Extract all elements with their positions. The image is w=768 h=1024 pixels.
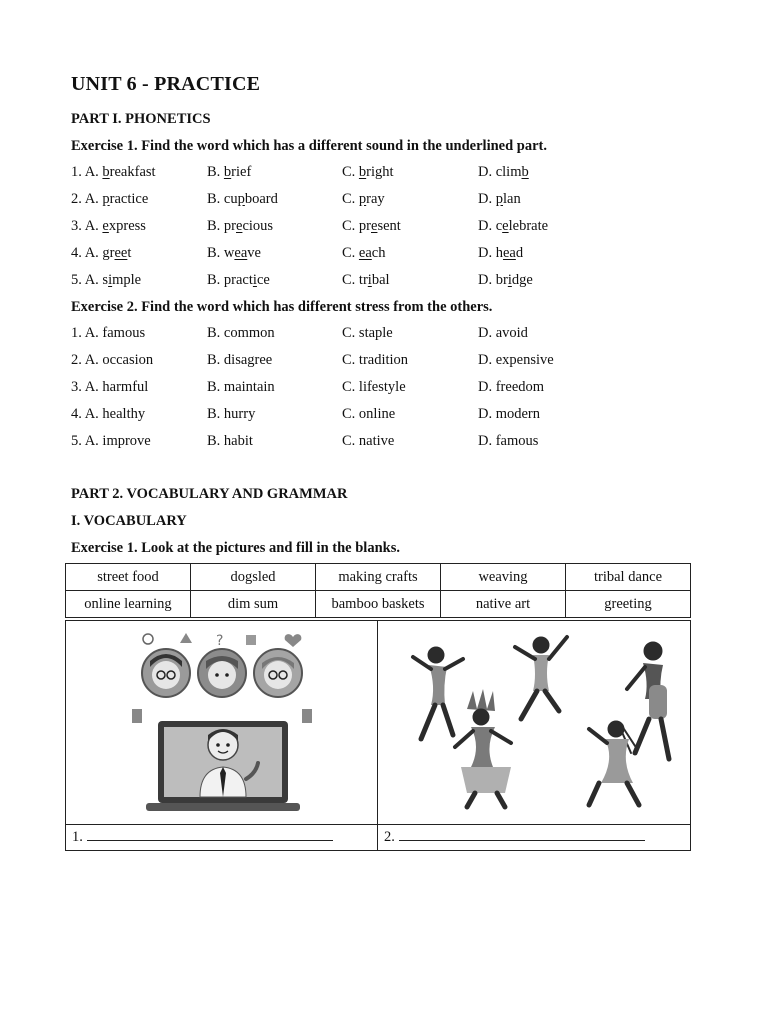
underlined-part: b <box>102 164 110 180</box>
picture-grid <box>65 620 691 851</box>
exercise2-row <box>71 352 691 372</box>
part2-heading: PART 2. VOCABULARY AND GRAMMAR <box>71 486 348 502</box>
answer-option[interactable]: D. expensive <box>478 352 554 368</box>
exercise1-row <box>71 245 691 265</box>
answer-option[interactable]: D. modern <box>478 406 541 422</box>
exercise2-heading: Exercise 2. Find the word which has different stress from the others. <box>71 299 493 315</box>
underlined-part: p <box>102 191 110 207</box>
answer-option[interactable]: B. practice <box>207 272 270 288</box>
answer-option[interactable]: C. native <box>342 433 395 449</box>
underlined-part: b <box>521 164 529 180</box>
underlined-part: e <box>502 218 509 234</box>
answer-option[interactable]: 2. A. practice <box>71 191 149 207</box>
answer-1-blank[interactable] <box>87 827 333 841</box>
answer-option[interactable]: D. celebrate <box>478 218 549 234</box>
answer-option[interactable]: C. online <box>342 406 396 422</box>
answer-1[interactable] <box>72 827 333 846</box>
underlined-part: e <box>102 218 109 234</box>
exercise2-row <box>71 379 691 399</box>
answer-option[interactable]: 3. A. express <box>71 218 146 234</box>
answer-option[interactable]: B. cupboard <box>207 191 278 207</box>
word-bank-table <box>65 563 691 618</box>
answer-1-number: 1. <box>72 829 83 845</box>
underlined-part: i <box>252 272 257 288</box>
answer-option[interactable]: 1. A. famous <box>71 325 146 341</box>
word-bank-cell: weaving <box>441 564 566 591</box>
tribal-dance-illustration <box>391 629 686 815</box>
answer-option[interactable]: D. famous <box>478 433 539 449</box>
answer-option[interactable]: 4. A. greet <box>71 245 132 261</box>
exercise1-row <box>71 164 691 184</box>
word-bank-cell: dogsled <box>191 564 316 591</box>
underlined-part: i <box>507 272 512 288</box>
word-bank-cell: making crafts <box>316 564 441 591</box>
exercise2-row <box>71 325 691 345</box>
underlined-part: b <box>223 164 232 180</box>
answer-option[interactable]: 2. A. occasion <box>71 352 154 368</box>
answer-option[interactable]: B. weave <box>207 245 261 261</box>
answer-option[interactable]: 5. A. simple <box>71 272 142 288</box>
underlined-part: p <box>237 191 245 207</box>
answer-option[interactable]: D. freedom <box>478 379 545 395</box>
answer-option[interactable]: D. head <box>478 245 524 261</box>
answer-option[interactable]: D. plan <box>478 191 521 207</box>
exercise2-row <box>71 406 691 426</box>
answer-option[interactable]: B. precious <box>207 218 274 234</box>
word-bank-cell: dim sum <box>191 591 316 618</box>
exercise1-heading: Exercise 1. Find the word which has a different sound in the underlined part. <box>71 138 547 154</box>
exercise1-row <box>71 191 691 211</box>
word-bank-cell: street food <box>66 564 191 591</box>
answer-option[interactable]: D. avoid <box>478 325 528 341</box>
answer-option[interactable]: 1. A. breakfast <box>71 164 156 180</box>
answer-option[interactable]: B. maintain <box>207 379 275 395</box>
word-bank-cell: greeting <box>566 591 691 618</box>
answer-option[interactable]: B. hurry <box>207 406 256 422</box>
underlined-part: e <box>371 218 378 234</box>
page-title: UNIT 6 - PRACTICE <box>71 73 261 95</box>
answer-option[interactable]: C. tribal <box>342 272 390 288</box>
word-bank-cell: tribal dance <box>566 564 691 591</box>
word-bank-cell: native art <box>441 591 566 618</box>
exercise1-row <box>71 218 691 238</box>
answer-option[interactable]: C. each <box>342 245 386 261</box>
answer-option[interactable]: 5. A. improve <box>71 433 151 449</box>
part1-heading: PART I. PHONETICS <box>71 111 211 127</box>
svg-text:?: ? <box>216 633 224 649</box>
answer-2-blank[interactable] <box>399 827 645 841</box>
underlined-part: ea <box>502 245 516 261</box>
underlined-part: i <box>108 272 113 288</box>
answer-option[interactable]: 4. A. healthy <box>71 406 146 422</box>
answer-2-number: 2. <box>384 829 395 845</box>
underlined-part: ea <box>358 245 372 261</box>
answer-option[interactable]: B. common <box>207 325 275 341</box>
word-bank-row <box>66 591 691 618</box>
answer-option[interactable]: C. lifestyle <box>342 379 406 395</box>
underlined-part: i <box>367 272 372 288</box>
answer-option[interactable]: D. climb <box>478 164 529 180</box>
answer-option[interactable]: D. bridge <box>478 272 533 288</box>
online-learning-illustration <box>128 629 318 815</box>
word-bank-cell: bamboo baskets <box>316 591 441 618</box>
answer-option[interactable]: C. bright <box>342 164 394 180</box>
answer-option[interactable]: C. staple <box>342 325 393 341</box>
answer-2[interactable] <box>384 827 645 846</box>
underlined-part: ee <box>114 245 128 261</box>
word-bank-row <box>66 564 691 591</box>
answer-option[interactable]: B. disagree <box>207 352 273 368</box>
underlined-part: ea <box>234 245 248 261</box>
answer-option[interactable]: C. tradition <box>342 352 409 368</box>
answer-option[interactable]: B. brief <box>207 164 252 180</box>
vocab-exercise1-heading: Exercise 1. Look at the pictures and fill in the blanks. <box>71 540 400 556</box>
underlined-part: e <box>236 218 243 234</box>
underlined-part: p <box>358 191 367 207</box>
underlined-part: p <box>495 191 503 207</box>
answer-option[interactable]: B. habit <box>207 433 253 449</box>
answer-option[interactable]: C. present <box>342 218 401 234</box>
answer-option[interactable]: 3. A. harmful <box>71 379 149 395</box>
vocabulary-heading: I. VOCABULARY <box>71 513 187 529</box>
exercise2-row <box>71 433 691 453</box>
underlined-part: b <box>358 164 367 180</box>
answer-option[interactable]: C. pray <box>342 191 385 207</box>
word-bank-cell: online learning <box>66 591 191 618</box>
exercise1-row <box>71 272 691 292</box>
